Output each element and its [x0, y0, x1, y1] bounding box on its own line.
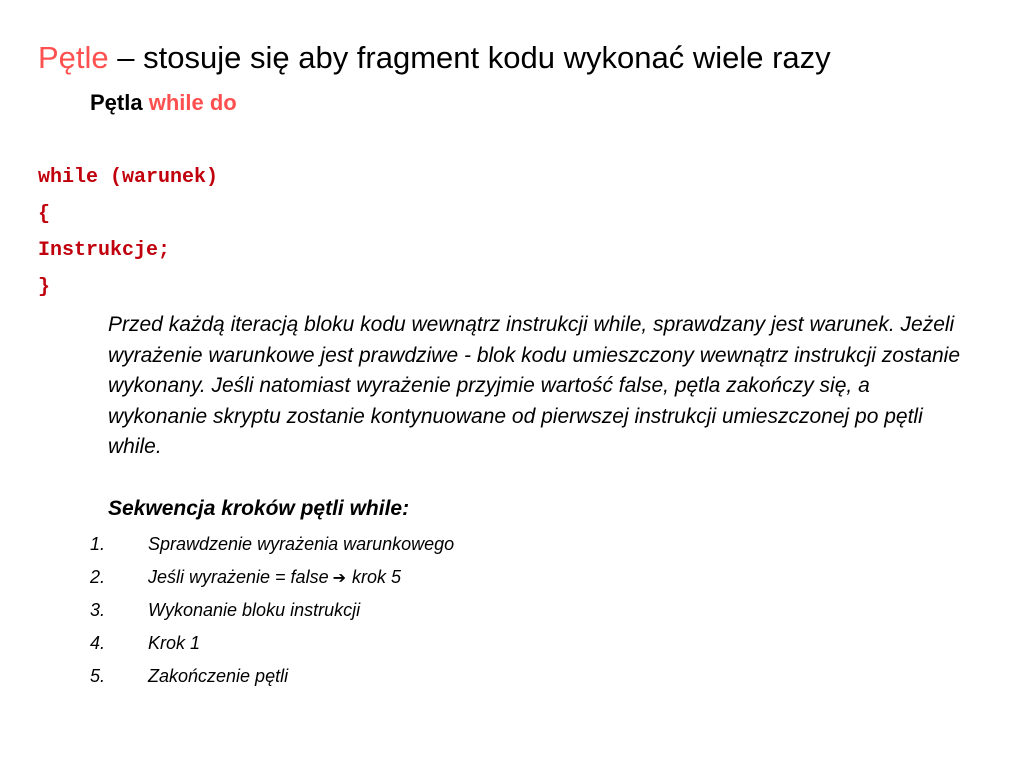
list-item [90, 627, 454, 660]
list-item [90, 594, 454, 627]
subtitle-keyword: while do [148, 90, 237, 115]
sequence-steps-list [90, 528, 454, 693]
code-block [38, 160, 218, 306]
arrow-right-icon: ➔ [332, 568, 346, 587]
slide-subtitle [90, 88, 237, 118]
step-text: Sprawdzenie wyrażenia warunkowego [148, 534, 455, 554]
step-text: Jeśli wyrażenie = false [148, 567, 329, 587]
step-text: Zakończenie pętli [148, 666, 289, 686]
list-item [90, 528, 454, 561]
step-number: 1. [90, 534, 106, 554]
step-text: Krok 1 [148, 633, 201, 653]
list-item [90, 561, 454, 594]
step-number: 4. [90, 633, 106, 653]
code-line-body: Instrukcje; [38, 239, 171, 262]
step-number: 5. [90, 666, 106, 686]
step-text-after: krok 5 [352, 567, 402, 587]
step-number: 2. [90, 567, 106, 587]
description-paragraph: Przed każdą iteracją bloku kodu wewnątrz instrukcji while, sprawdzany jest warunek. Jeżeli wyrażenie warunkowe jest prawdziwe - blok kodu umieszczony wewnątrz instrukcji zostanie wykonany. Jeśli natomiast wyrażenie przyjmie wartość false, pętla zakończy się, a wykonanie skryptu zostanie kontynuowane od pierwszej instrukcji umieszczonej po pętli while. [108, 313, 961, 458]
code-line-open-brace: { [38, 202, 51, 226]
title-keyword: Pętle [38, 40, 109, 75]
code-line-while: while (warunek) [38, 166, 219, 189]
subtitle-prefix: Pętla [90, 90, 149, 115]
sequence-heading: Sekwencja kroków pętli while: [108, 497, 410, 520]
step-text: Wykonanie bloku instrukcji [148, 600, 361, 620]
code-line-close-brace: } [38, 275, 51, 299]
step-number: 3. [90, 600, 106, 620]
title-rest: – stosuje się aby fragment kodu wykonać wiele razy [108, 40, 831, 75]
slide-title [38, 38, 831, 78]
list-item [90, 660, 454, 693]
